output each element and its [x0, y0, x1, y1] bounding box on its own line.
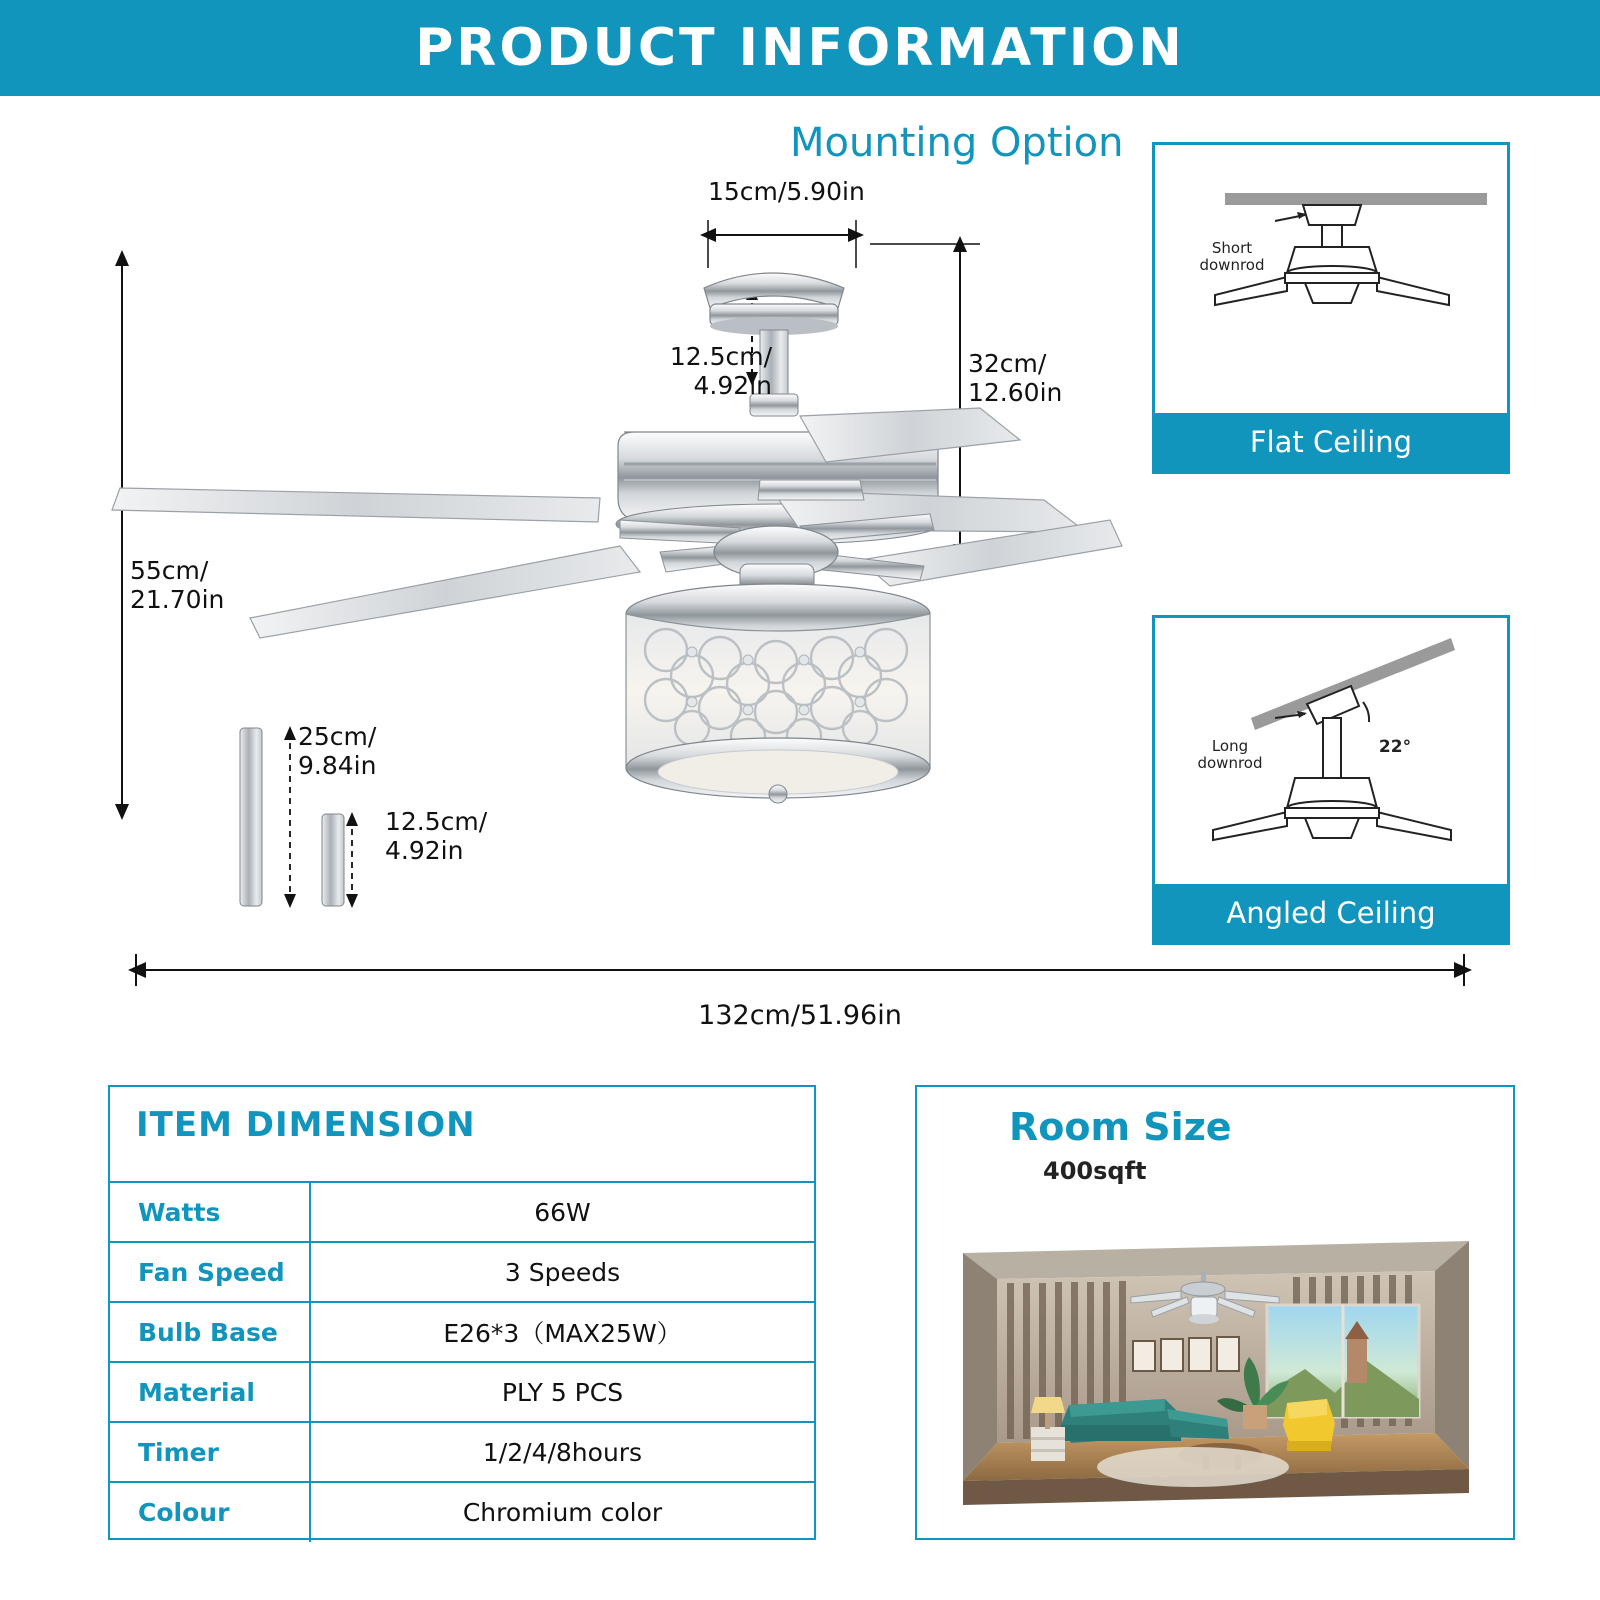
table-row: [110, 1482, 814, 1542]
item-dimension-panel: [108, 1085, 816, 1540]
table-row: [110, 1182, 814, 1242]
spec-key: Fan Speed: [110, 1242, 310, 1302]
dim-rod-short: 12.5cm/ 4.92in: [385, 807, 488, 865]
spec-key: Material: [110, 1362, 310, 1422]
fan-diagram: [100, 177, 1130, 1000]
dim-canopy-width: 15cm/5.90in: [708, 177, 865, 206]
spec-value: Chromium color: [310, 1482, 814, 1542]
spec-value: 1/2/4/8hours: [310, 1422, 814, 1482]
dim-drop: 32cm/ 12.60in: [968, 349, 1063, 407]
dim-blade-span: 132cm/51.96in: [698, 1000, 902, 1031]
spec-value: E26*3（MAX25W）: [310, 1302, 814, 1362]
flat-ceiling-card: [1152, 142, 1510, 474]
room-illustration: [935, 1193, 1497, 1523]
angled-ceiling-card: [1152, 615, 1510, 945]
room-size-panel: [915, 1085, 1515, 1540]
flat-ceiling-caption: Flat Ceiling: [1155, 413, 1507, 471]
spec-value: PLY 5 PCS: [310, 1362, 814, 1422]
angle-value-label: 22°: [1378, 737, 1412, 757]
table-row: [110, 1302, 814, 1362]
page-header: [0, 0, 1600, 96]
table-row: [110, 1242, 814, 1302]
mounting-option-title: Mounting Option: [790, 120, 1124, 166]
dim-rod-long: 25cm/ 9.84in: [298, 722, 377, 780]
item-dimension-title: ITEM DIMENSION: [136, 1105, 476, 1145]
page-title: PRODUCT INFORMATION: [415, 18, 1185, 78]
fan-illustration: [100, 177, 1130, 1010]
flat-ceiling-illustration: [1155, 145, 1507, 420]
room-size-area: 400sqft: [1043, 1157, 1147, 1185]
table-row: [110, 1362, 814, 1422]
angled-downrod-label: Long downrod: [1197, 737, 1263, 773]
spec-key: Colour: [110, 1482, 310, 1542]
item-dimension-table: [110, 1181, 814, 1542]
spec-value: 3 Speeds: [310, 1242, 814, 1302]
dim-height: 55cm/ 21.70in: [130, 556, 225, 614]
flat-downrod-label: Short downrod: [1199, 239, 1265, 275]
spec-key: Timer: [110, 1422, 310, 1482]
dim-downrod: 12.5cm/ 4.92in: [669, 342, 772, 400]
table-row: [110, 1422, 814, 1482]
spec-key: Watts: [110, 1182, 310, 1242]
angled-ceiling-caption: Angled Ceiling: [1155, 884, 1507, 942]
spec-value: 66W: [310, 1182, 814, 1242]
room-size-title: Room Size: [1009, 1105, 1232, 1149]
spec-key: Bulb Base: [110, 1302, 310, 1362]
